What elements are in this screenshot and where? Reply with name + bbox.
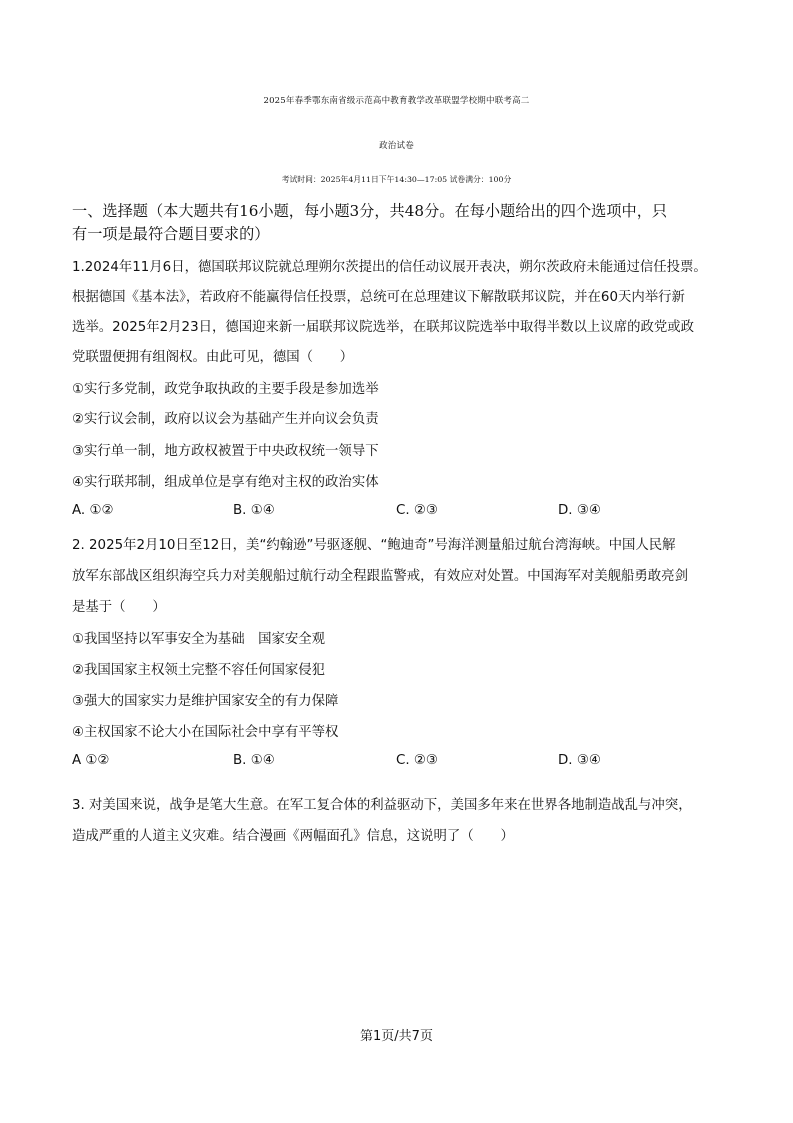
q1-statement: ④实行联邦制，组成单位是享有绝对主权的政治实体 (72, 475, 379, 490)
q1-option-d: D. ③④ (558, 503, 601, 518)
q2-option-d: D. ③④ (558, 753, 601, 768)
q2-option-a: A ①② (72, 753, 110, 768)
q1-stem-line: 党联盟便拥有组阁权。由此可见，德国（ ） (72, 350, 354, 365)
exam-title-line2: 政治试卷 (379, 141, 414, 151)
exam-title-line1: 2025年春季鄂东南省级示范高中教育教学改革联盟学校期中联考高二 (263, 96, 530, 106)
q2-option-c: C. ②③ (396, 753, 438, 768)
q2-statement: ①我国坚持以军事安全为基础 国家安全观 (72, 632, 326, 647)
q1-option-b: B. ①④ (233, 503, 275, 518)
q1-option-c: C. ②③ (396, 503, 438, 518)
q2-statement: ④主权国家不论大小在国际社会中享有平等权 (72, 725, 339, 740)
q1-stem-line: 根据德国《基本法》，若政府不能赢得信任投票，总统可在总理建议下解散联邦议院，并在60天内举行新 (72, 290, 685, 305)
q2-statement: ③强大的国家实力是维护国家安全的有力保障 (72, 694, 339, 709)
section-heading-line1: 一、选择题（本大题共有16小题，每小题3分，共48分。在每小题给出的四个选项中，只 (72, 202, 668, 220)
q1-stem-line: 选举。2025年2月23日，德国迎来新一届联邦议院选举，在联邦议院选举中取得半数以上议席的政党或政 (72, 320, 695, 335)
q2-stem-line: 是基于（ ） (72, 600, 166, 615)
section-heading-line2: 有一项是最符合题目要求的） (72, 225, 270, 243)
q2-option-b: B. ①④ (233, 753, 275, 768)
q2-statement: ②我国国家主权领土完整不容任何国家侵犯 (72, 663, 326, 678)
q2-stem-line: 2. 2025年2月10日至12日，美“约翰逊”号驱逐舰、“鲍迪奇”号海洋测量船过航台湾海峡。中国人民解 (72, 538, 676, 553)
q1-stem-line: 1.2024年11月6日，德国联邦议院就总理朔尔茨提出的信任动议展开表决，朔尔茨政府未能通过信任投票。 (72, 260, 707, 275)
q1-statement: ①实行多党制，政党争取执政的主要手段是参加选举 (72, 382, 379, 397)
page-indicator: 第1页/共7页 (360, 1029, 433, 1044)
q1-statement: ③实行单一制，地方政权被置于中央政权统一领导下 (72, 444, 379, 459)
q2-stem-line: 放军东部战区组织海空兵力对美舰船过航行动全程跟监警戒，有效应对处置。中国海军对美舰船勇敢亮剑 (72, 569, 688, 584)
q3-stem-line: 3. 对美国来说，战争是笔大生意。在军工复合体的利益驱动下，美国多年来在世界各地制造战乱与冲突， (72, 798, 692, 813)
q1-option-a: A. ①② (72, 503, 114, 518)
exam-info: 考试时间：2025年4月11日下午14:30—17:05 试卷满分：100分 (281, 175, 512, 184)
q1-statement: ②实行议会制，政府以议会为基础产生并向议会负责 (72, 412, 379, 427)
q3-stem-line: 造成严重的人道主义灾难。结合漫画《两幅面孔》信息，这说明了（ ） (72, 829, 514, 844)
